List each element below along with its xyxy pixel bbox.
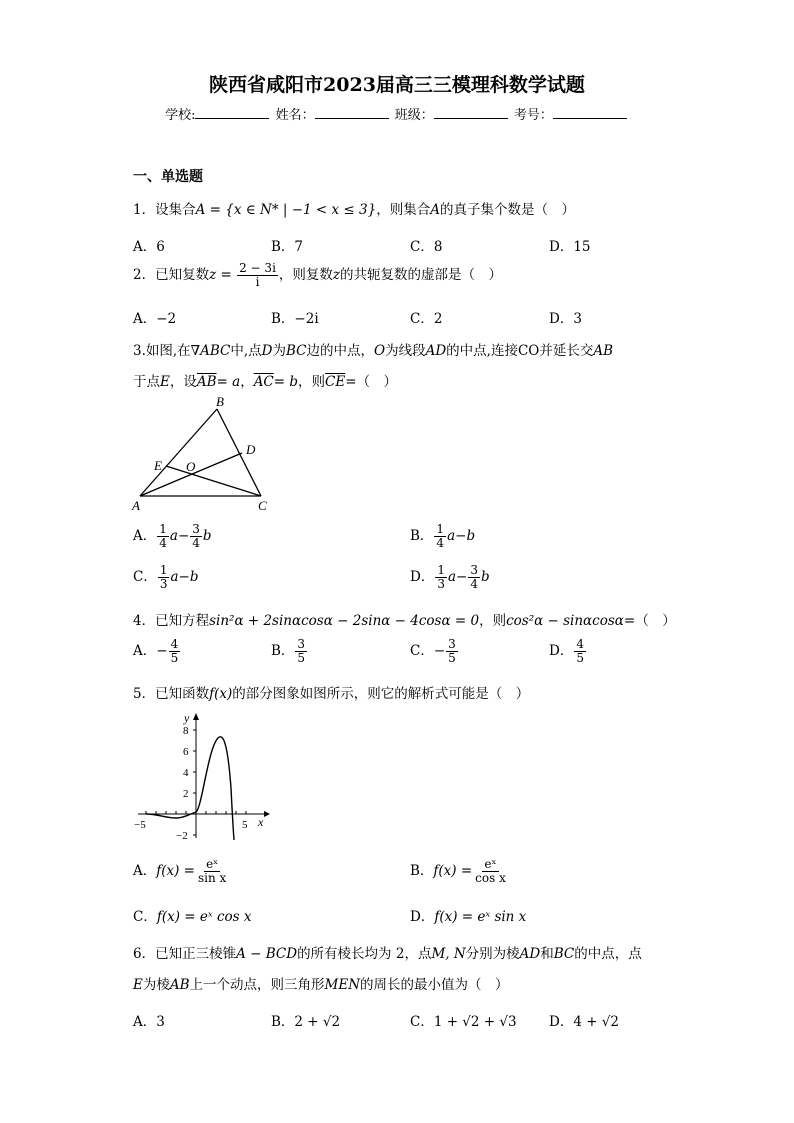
option-label: C． <box>410 643 434 659</box>
q5-text: 的部分图象如图所示，则它的解析式可能是（ ） <box>232 686 530 702</box>
fraction <box>196 858 228 885</box>
sign: − <box>433 643 446 659</box>
label-c: C <box>258 498 267 513</box>
num: 3 <box>297 637 306 651</box>
op: − <box>455 528 467 544</box>
label-b: B <box>216 394 224 409</box>
question-2 <box>133 262 502 289</box>
q6-option-d[interactable]: D．4 + √2 <box>549 1014 619 1030</box>
den: sin x <box>198 871 227 885</box>
q1-option-b[interactable]: B．7 <box>271 239 304 255</box>
option-label: D． <box>410 909 435 925</box>
q5-fx: f(x) <box>209 686 233 702</box>
den: 5 <box>170 651 179 665</box>
q1-set: A = {x ∈ N* | −1 < x ≤ 3} <box>195 202 377 218</box>
y-tick-2: 2 <box>183 788 189 800</box>
number-label: 考号： <box>513 108 553 123</box>
q5-option-d[interactable] <box>410 905 526 925</box>
name-label: 姓名： <box>275 108 315 123</box>
class-blank[interactable] <box>434 108 508 119</box>
den: 3 <box>437 577 445 591</box>
x-tick-neg5: −5 <box>134 819 146 831</box>
q6-text: 的周长的最小值为（ ） <box>360 977 509 993</box>
fraction <box>574 638 586 665</box>
fraction <box>473 858 508 885</box>
option-label: A． <box>133 643 157 659</box>
y-tick-6: 6 <box>183 746 189 758</box>
x-tick-5: 5 <box>242 819 248 831</box>
school-label: 学校: <box>165 108 196 123</box>
q3-text: =（ ） <box>345 374 398 390</box>
option-label: D． <box>549 643 574 659</box>
q3-vector-ce: $\overline{CE}$ <box>325 374 346 390</box>
number-blank[interactable] <box>553 108 627 119</box>
q2-option-d[interactable]: D．3 <box>549 311 582 327</box>
question-5 <box>133 682 529 702</box>
option-label: A． <box>133 528 157 544</box>
q3-text: 的中点,连接 <box>446 343 518 359</box>
question-6-line2 <box>133 973 509 993</box>
fraction <box>468 564 480 591</box>
q3-text: ，设 <box>169 374 197 390</box>
q1-option-a[interactable]: A．6 <box>133 239 165 255</box>
den: 5 <box>297 651 306 665</box>
q3-var: BC <box>285 343 307 359</box>
q6-option-c[interactable]: C．1 + √2 + √3 <box>410 1014 517 1030</box>
num: eˣ <box>206 857 219 871</box>
vector-b: b <box>189 569 199 585</box>
x-axis-arrow <box>264 811 270 817</box>
q5-option-a[interactable] <box>133 858 229 885</box>
op: − <box>177 528 190 544</box>
q5-function-graph <box>128 708 278 848</box>
vector-b: b <box>466 528 476 544</box>
q2-option-a[interactable]: A．−2 <box>133 311 177 327</box>
q1-text: 的真子集个数是（ ） <box>439 202 575 218</box>
q2-text: ，则复数 <box>278 267 333 283</box>
q3-var: AD <box>425 343 447 359</box>
q6-var: MEN <box>324 977 361 993</box>
fraction <box>435 564 447 591</box>
question-3-line1 <box>133 339 613 359</box>
label-a: A <box>132 498 140 513</box>
num: 1 <box>159 563 168 577</box>
q4-option-a[interactable] <box>133 638 181 665</box>
q6-text: 的所有棱长均为 2，点 <box>297 946 432 962</box>
q2-fraction <box>237 262 278 289</box>
q4-text: =（ ） <box>623 613 676 629</box>
q3-var: AB <box>593 343 614 359</box>
class-label: 班级： <box>394 108 434 123</box>
num: eˣ <box>484 857 497 871</box>
option-label: A． <box>133 863 157 879</box>
q3-vector-ab: $\overline{AB}$ <box>196 374 217 390</box>
vector-a: a <box>447 528 456 544</box>
q6-option-b[interactable]: B．2 + √2 <box>271 1014 341 1030</box>
y-tick-4: 4 <box>183 767 189 779</box>
x-axis-label: x <box>258 815 264 829</box>
y-tick-neg2: −2 <box>176 830 188 842</box>
q6-var: E <box>133 977 143 993</box>
fraction <box>295 638 307 665</box>
q4-text: 4．已知方程 <box>133 613 210 629</box>
q3-triangle: ∇ABC <box>190 343 231 359</box>
q3-var: CO <box>517 343 540 359</box>
q3-option-b[interactable] <box>410 523 475 550</box>
q4-text: ，则 <box>479 613 507 629</box>
y-tick-8: 8 <box>183 725 189 737</box>
fraction <box>190 523 202 550</box>
name-blank[interactable] <box>315 108 389 119</box>
q4-option-c[interactable] <box>410 638 459 665</box>
fraction <box>158 564 170 591</box>
q3-eq: = b <box>273 374 299 390</box>
q3-text: 3.如图,在 <box>133 343 191 359</box>
option-label: D． <box>410 569 435 585</box>
label-o: O <box>186 459 196 474</box>
num: 3 <box>448 637 456 651</box>
q4-expr: cos²α − sinαcosα <box>506 613 624 629</box>
q1-var: A <box>430 202 440 218</box>
q4-option-d[interactable] <box>549 638 587 665</box>
q6-var: BC <box>553 946 575 962</box>
q3-text: 为 <box>272 343 286 359</box>
q3-option-c[interactable] <box>133 564 199 591</box>
q3-text: ， <box>240 374 254 390</box>
q3-text: 中,点 <box>230 343 262 359</box>
question-3-line2 <box>133 370 397 390</box>
vector-b: b <box>202 528 212 544</box>
label-d: D <box>246 442 256 457</box>
q5-option-c[interactable] <box>133 905 251 925</box>
fraction <box>434 523 446 550</box>
q3-text: 并延长交 <box>539 343 594 359</box>
q6-text: 上一个动点，则三角形 <box>189 977 325 993</box>
sign: − <box>156 643 168 659</box>
q6-text: 的中点，点 <box>574 946 642 962</box>
q6-var: AB <box>169 977 190 993</box>
q3-text: 于点 <box>133 374 160 390</box>
num: 4 <box>170 637 179 651</box>
q1-option-c[interactable]: C．8 <box>410 239 443 255</box>
num: 1 <box>159 522 167 536</box>
q3-text: 边的中点， <box>306 343 374 359</box>
q2-option-c[interactable]: C．2 <box>410 311 443 327</box>
q5-option-b[interactable] <box>410 858 509 885</box>
q6-var: M, N <box>431 946 466 962</box>
q1-text: ，则集合 <box>376 202 431 218</box>
vector-a: a <box>447 569 457 585</box>
q6-text: 6．已知正三棱锥 <box>133 946 237 962</box>
q2-z: z = <box>209 267 232 283</box>
den: 4 <box>192 536 200 550</box>
q3-option-d[interactable] <box>410 564 490 591</box>
vector-a: a <box>170 569 179 585</box>
q6-option-a[interactable]: A．3 <box>133 1014 165 1030</box>
q3-var: O <box>374 343 386 359</box>
op: − <box>456 569 468 585</box>
function-curve <box>146 737 234 840</box>
q3-triangle-figure <box>128 392 278 517</box>
student-info-line <box>0 104 794 123</box>
question-1 <box>133 198 575 218</box>
den: 5 <box>576 651 584 665</box>
school-blank[interactable] <box>195 108 269 119</box>
q2-num: 2 − 3i <box>239 261 276 275</box>
q3-vector-ac: $\overline{AC}$ <box>253 374 274 390</box>
question-4 <box>133 609 676 629</box>
q6-text: 和 <box>540 946 554 962</box>
den: 5 <box>448 651 456 665</box>
num: 1 <box>437 563 445 577</box>
num: 3 <box>470 563 478 577</box>
q3-text: ，则 <box>298 374 326 390</box>
q3-option-a[interactable] <box>133 523 212 550</box>
lhs: f(x) = <box>433 863 473 879</box>
q2-den: i <box>255 275 260 289</box>
q6-text: 为棱 <box>142 977 170 993</box>
den: 4 <box>159 536 167 550</box>
option-label: C． <box>133 569 157 585</box>
den: 3 <box>159 577 168 591</box>
q1-option-d[interactable]: D．15 <box>549 239 591 255</box>
option-label: B． <box>410 863 434 879</box>
q1-text: 1．设集合 <box>133 202 196 218</box>
op: − <box>178 569 190 585</box>
vector-a: a <box>169 528 178 544</box>
segment-ce <box>166 466 261 496</box>
fraction <box>446 638 458 665</box>
option-label: B． <box>271 643 295 659</box>
q3-var: E <box>160 374 170 390</box>
q5-text: 5．已知函数 <box>133 686 210 702</box>
num: 4 <box>576 637 584 651</box>
option-label: B． <box>410 528 434 544</box>
vector-b: b <box>480 569 490 585</box>
q4-equation: sin²α + 2sinαcosα − 2sinα − 4cosα = 0 <box>209 613 480 629</box>
q2-option-b[interactable]: B．−2i <box>271 311 319 327</box>
q2-text: 的共轭复数的虚部是（ ） <box>340 267 503 283</box>
q2-z: z <box>332 267 341 283</box>
den: 4 <box>470 577 478 591</box>
den: 4 <box>436 536 445 550</box>
q6-var: AD <box>519 946 541 962</box>
q4-option-b[interactable] <box>271 638 308 665</box>
num: 1 <box>436 522 445 536</box>
q2-text: 2．已知复数 <box>133 267 210 283</box>
option-label: C． <box>133 909 157 925</box>
fraction <box>157 523 169 550</box>
lhs: f(x) = <box>156 863 195 879</box>
q3-text: 为线段 <box>385 343 426 359</box>
page-title: 陕西省咸阳市2023届高三三模理科数学试题 <box>209 74 585 96</box>
label-e: E <box>154 458 162 473</box>
lhs: f(x) = eˣ sin x <box>434 909 527 925</box>
fraction <box>169 638 181 665</box>
q6-text: 分别为棱 <box>465 946 520 962</box>
lhs: f(x) = eˣ cos x <box>156 909 252 925</box>
den: cos x <box>475 871 506 885</box>
section-title: 一、单选题 <box>133 169 203 185</box>
q3-eq: = a <box>216 374 241 390</box>
question-6-line1 <box>133 942 642 962</box>
q3-var: D <box>261 343 273 359</box>
y-axis-arrow <box>193 713 199 720</box>
y-axis-label: y <box>184 711 190 725</box>
num: 3 <box>192 522 200 536</box>
q6-pyramid: A − BCD <box>236 946 298 962</box>
side-ab <box>140 409 217 496</box>
